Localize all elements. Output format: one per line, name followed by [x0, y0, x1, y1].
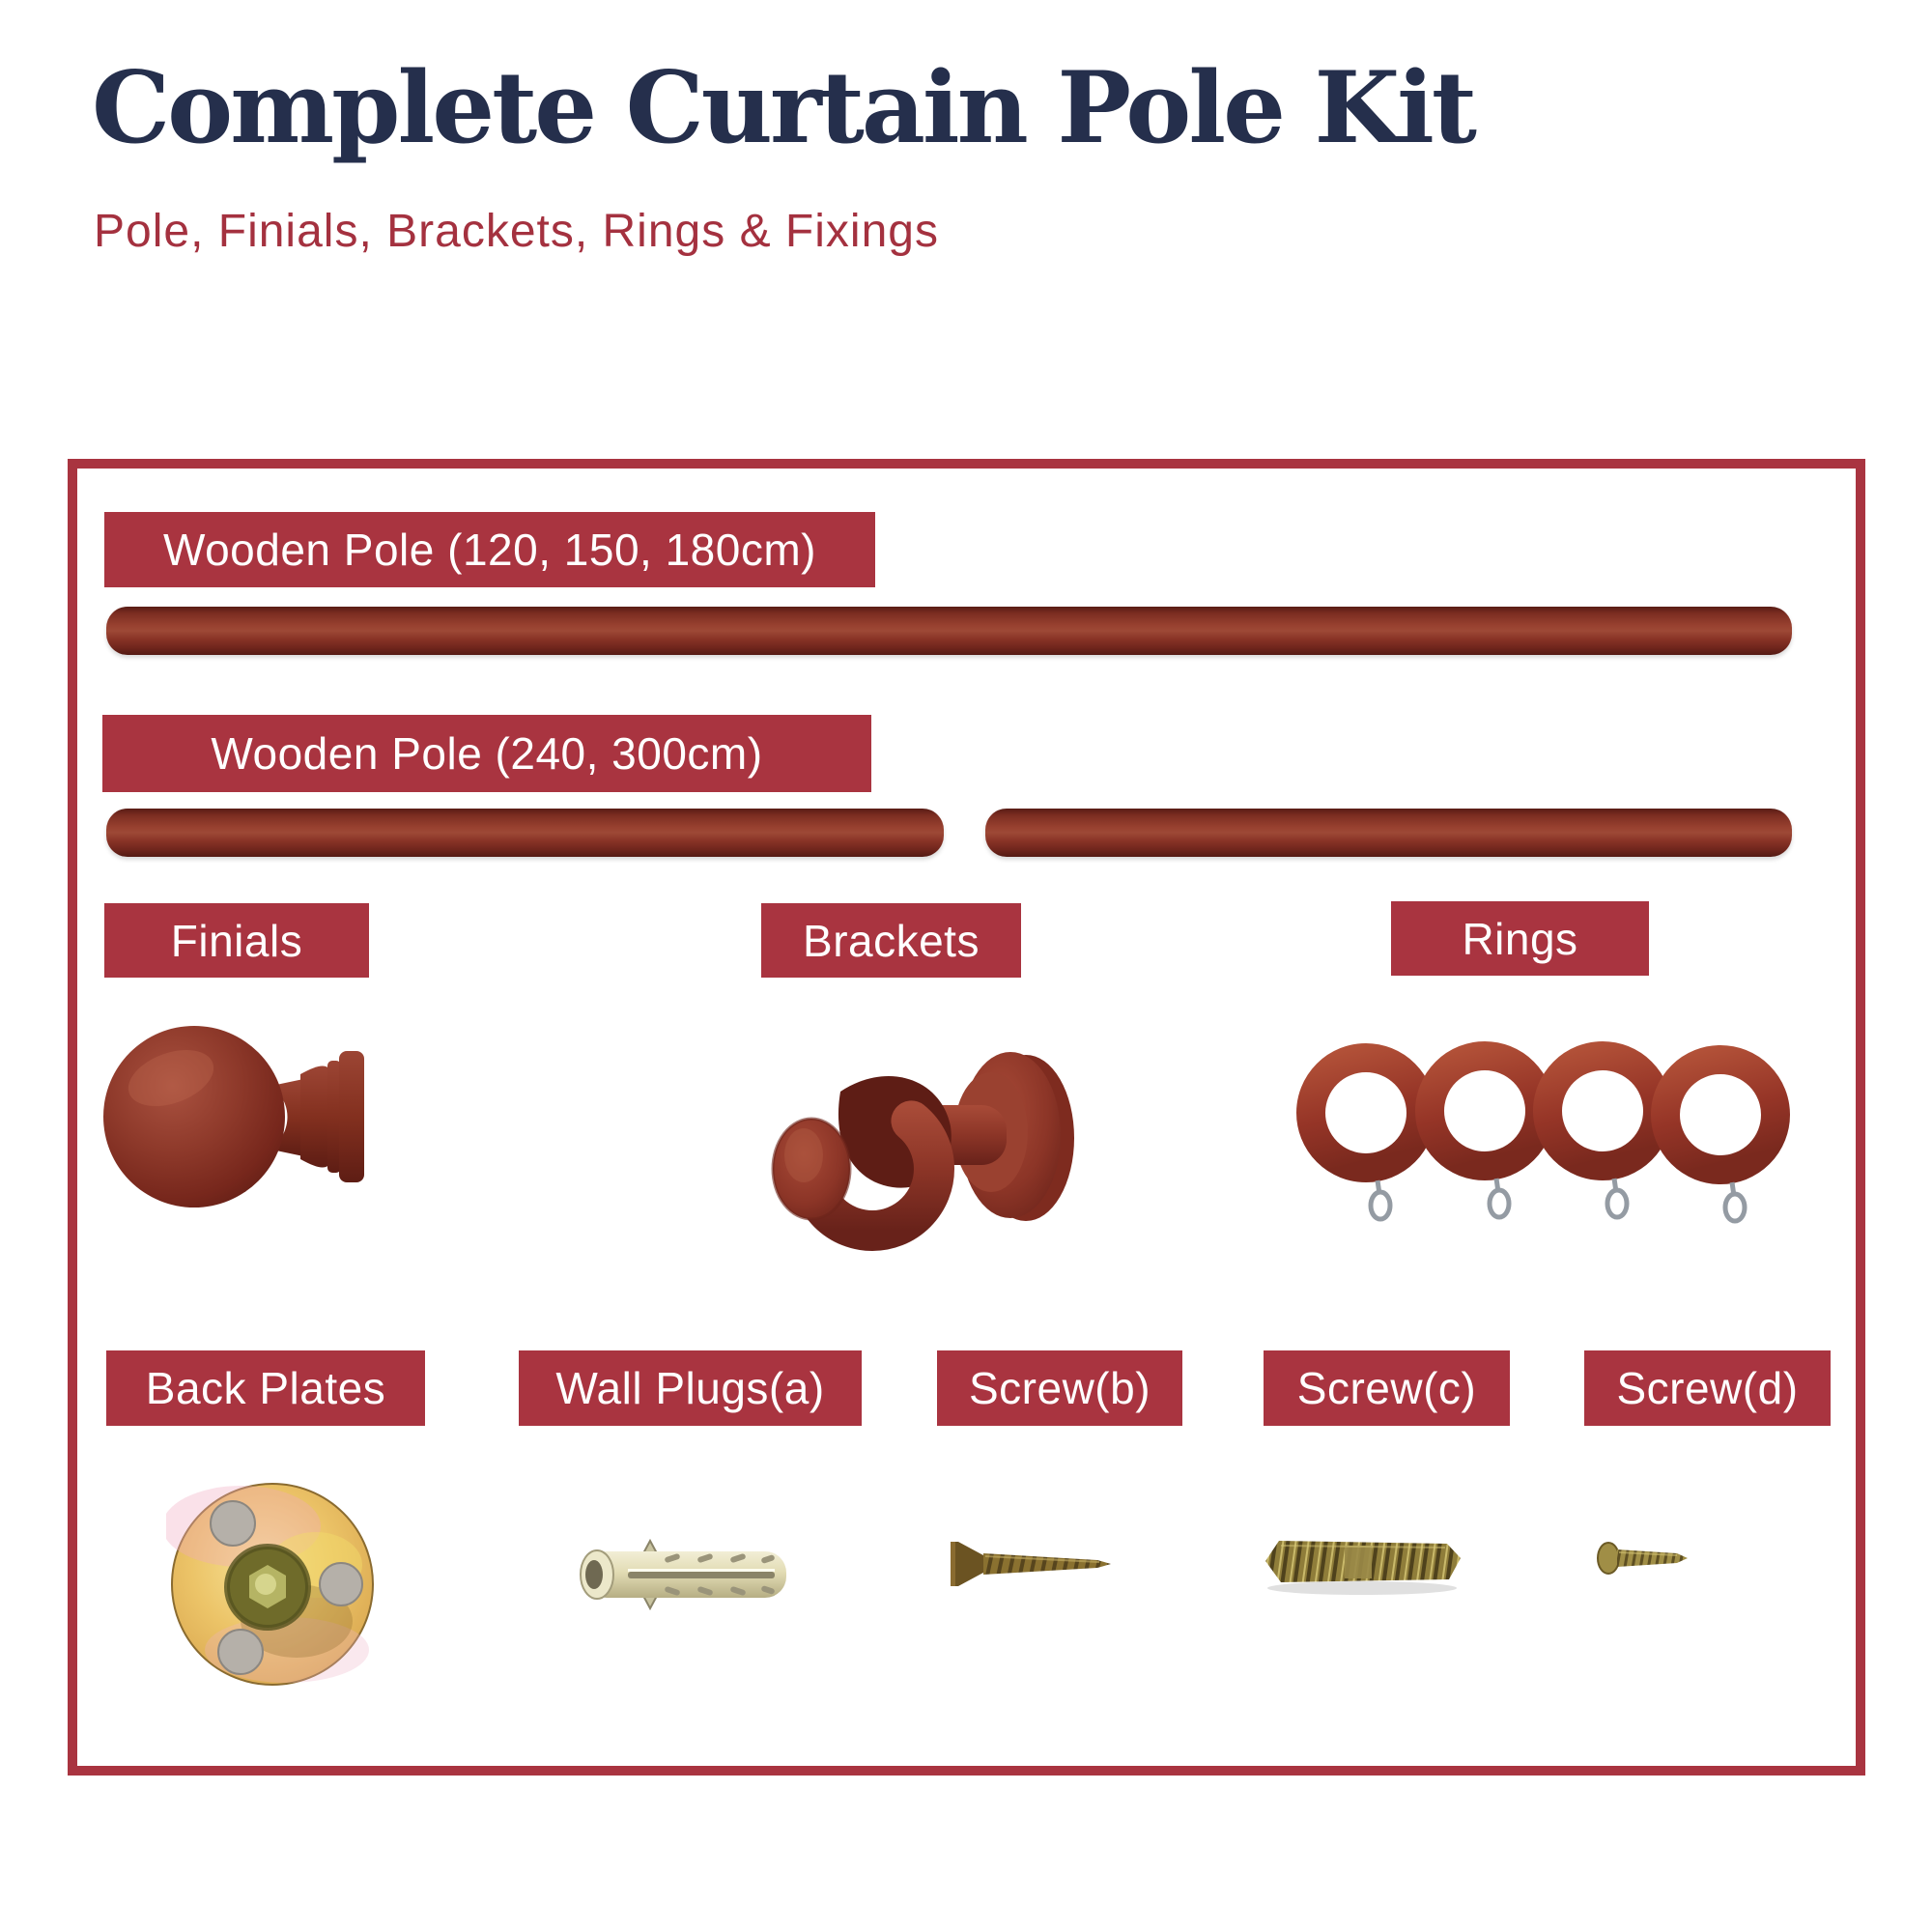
label-rings: Rings	[1391, 901, 1649, 976]
label-wooden-pole-long: Wooden Pole (240, 300cm)	[102, 715, 871, 792]
label-screw-d: Screw(d)	[1584, 1350, 1831, 1426]
label-wall-plugs: Wall Plugs(a)	[519, 1350, 862, 1426]
ball-finial-image	[101, 1012, 372, 1225]
screw-c-image	[1256, 1528, 1468, 1598]
cup-bracket-image	[761, 1022, 1080, 1283]
page-title: Complete Curtain Pole Kit	[92, 50, 1474, 166]
screw-d-image	[1594, 1534, 1700, 1584]
ring-3	[1548, 1056, 1658, 1217]
ring-2	[1430, 1056, 1540, 1217]
wooden-pole-long-right-segment	[985, 809, 1792, 857]
label-screw-b: Screw(b)	[937, 1350, 1182, 1426]
ring-1	[1311, 1058, 1421, 1219]
label-back-plates: Back Plates	[106, 1350, 425, 1426]
screw-b-image	[945, 1534, 1119, 1594]
page-subtitle: Pole, Finials, Brackets, Rings & Fixings	[94, 206, 939, 257]
label-finials: Finials	[104, 903, 369, 978]
label-wooden-pole-short: Wooden Pole (120, 150, 180cm)	[104, 512, 875, 587]
wooden-pole-long-left-segment	[106, 809, 944, 857]
wooden-pole-short-image	[106, 607, 1792, 655]
label-screw-c: Screw(c)	[1264, 1350, 1510, 1426]
ring-4	[1665, 1060, 1776, 1221]
label-brackets: Brackets	[761, 903, 1021, 978]
wall-plug-image	[568, 1536, 800, 1613]
curtain-rings-image	[1285, 1005, 1797, 1265]
back-plate-image	[166, 1476, 379, 1689]
